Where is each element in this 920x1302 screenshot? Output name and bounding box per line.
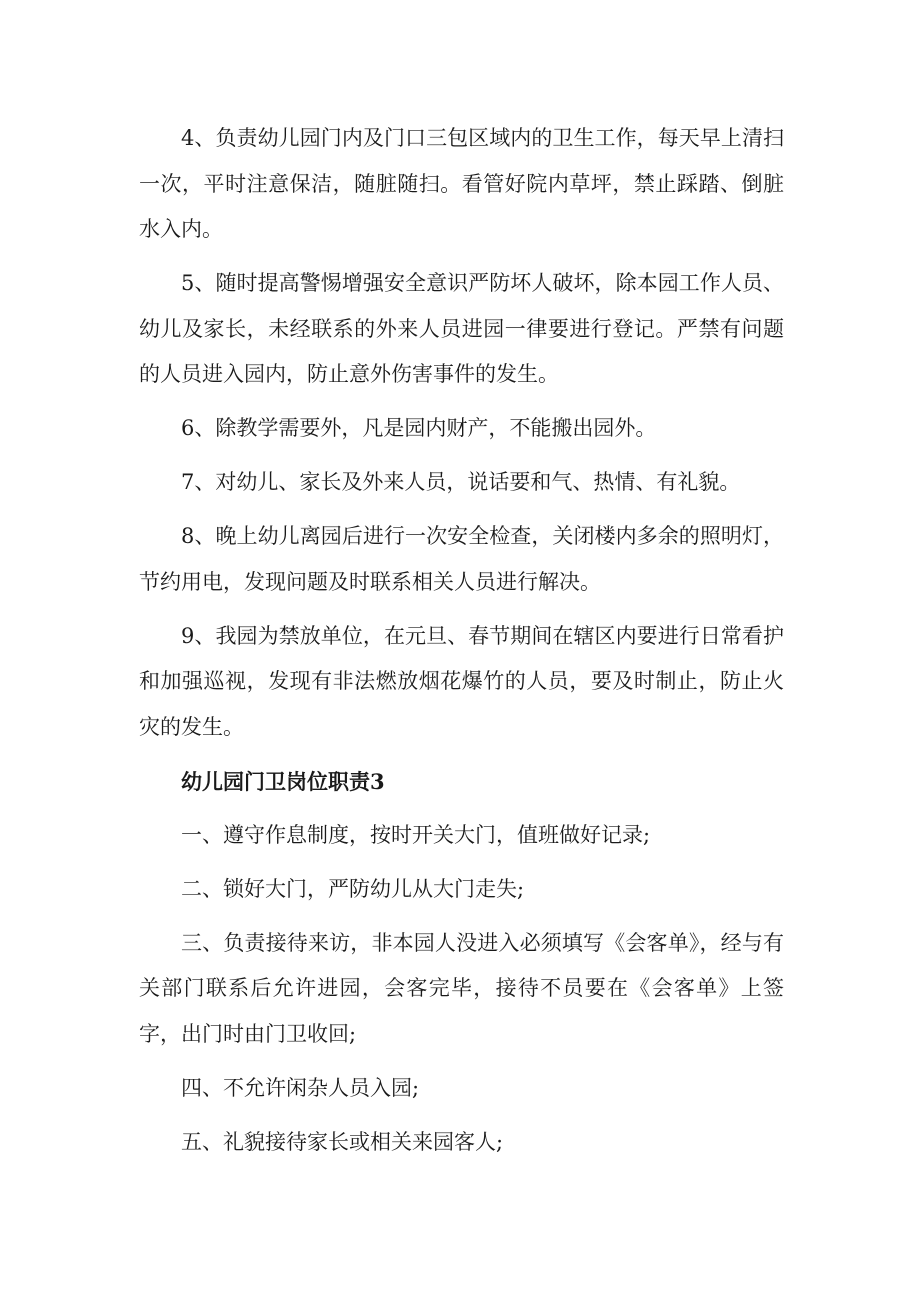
paragraph-item-5: 5、随时提高警惕增强安全意识严防坏人破坏，除本园工作人员、幼儿及家长，未经联系的外来人员进园一律要进行登记。严禁有问题的人员进入园内，防止意外伤害事件的发生。 xyxy=(139,271,784,386)
list-item-1: 一、遵守作息制度，按时开关大门，值班做好记录; xyxy=(181,822,651,847)
list-item-5: 五、礼貌接待家长或相关来园客人; xyxy=(181,1129,504,1154)
list-item-2: 二、锁好大门，严防幼儿从大门走失; xyxy=(181,876,525,901)
paragraph-item-4: 4、负责幼儿园门内及门口三包区域内的卫生工作，每天早上清扫一次，平时注意保洁，随脏随扫。看管好院内草坪，禁止踩踏、倒脏水入内。 xyxy=(139,126,784,241)
document-body xyxy=(139,116,784,1174)
list-item-4: 四、不允许闲杂人员入园; xyxy=(181,1075,420,1100)
paragraph-item-9: 9、我园为禁放单位，在元旦、春节期间在辖区内要进行日常看护和加强巡视，发现有非法燃放烟花爆竹的人员，要及时制止，防止火灾的发生。 xyxy=(139,623,784,739)
paragraph-item-6: 6、除教学需要外，凡是园内财产，不能搬出园外。 xyxy=(181,416,657,440)
paragraph-item-8: 8、晚上幼儿离园后进行一次安全检查，关闭楼内多余的照明灯，节约用电，发现问题及时联系相关人员进行解决。 xyxy=(139,524,784,594)
section-heading: 幼儿园门卫岗位职责3 xyxy=(181,768,385,794)
paragraph-item-7: 7、对幼儿、家长及外来人员，说话要和气、热情、有礼貌。 xyxy=(181,470,741,494)
list-item-3: 三、负责接待来访，非本园人没进入必须填写《会客单》，经与有关部门联系后允许进园，会客完毕，接待不员要在《会客单》上签字，出门时由门卫收回; xyxy=(139,930,784,1046)
